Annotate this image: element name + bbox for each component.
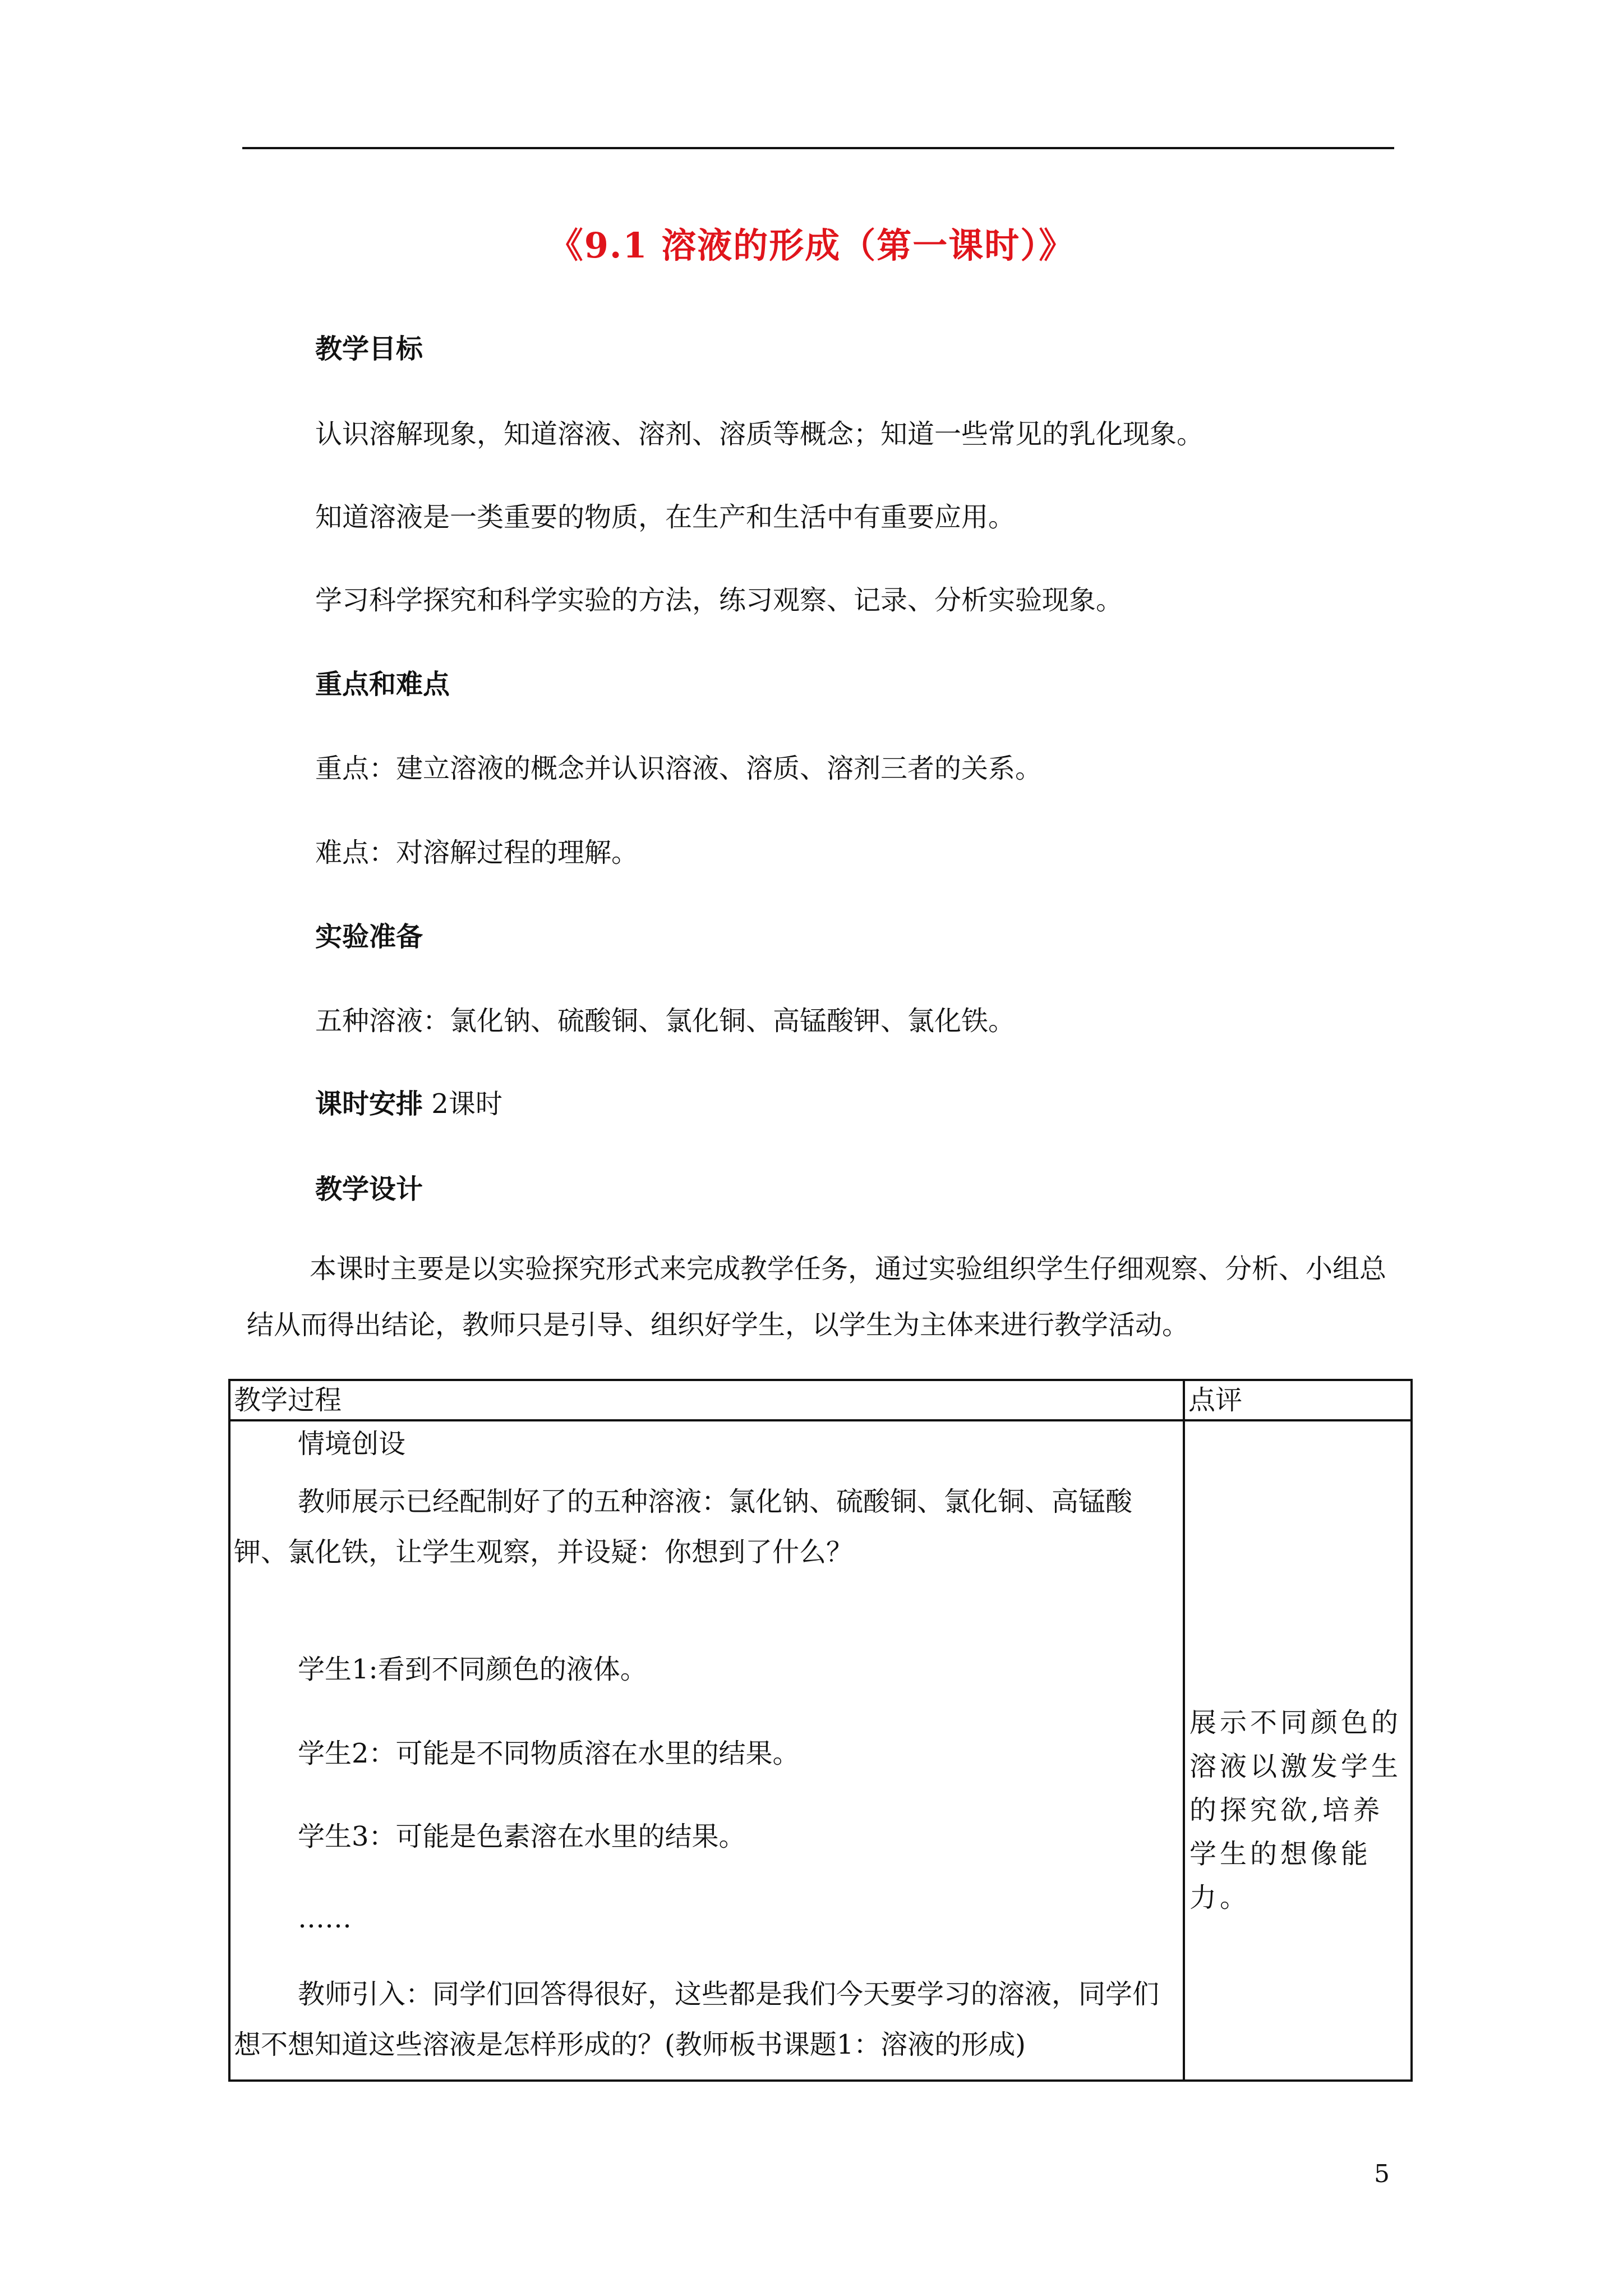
difficulty-text: 难点：对溶解过程的理解。: [315, 837, 639, 868]
teaching-process-table: [228, 1379, 1413, 2082]
comment-cell: [1184, 1420, 1412, 2081]
objective-3: 学习科学探究和科学实验的方法，练习观察、记录、分析实验现象。: [315, 585, 1123, 616]
student-1-text: 学生1:看到不同颜色的液体。: [298, 1654, 647, 1685]
header-rule: [242, 147, 1394, 149]
document-title: 《9.1 溶液的形成（第一课时）》: [548, 225, 1075, 266]
table-header-row: [229, 1380, 1412, 1420]
objectives-heading: 教学目标: [315, 333, 423, 365]
scenario-label: 情境创设: [298, 1428, 406, 1460]
design-text: 本课时主要是以实验探究形式来完成教学任务，通过实验组织学生仔细观察、分析、小组总结从而得出结论，教师只是引导、组织好学生，以学生为主体来进行教学活动。: [247, 1253, 1387, 1341]
teacher-intro-text: 教师引入：同学们回答得很好，这些都是我们今天要学习的溶液，同学们想不想知道这些溶液是怎样形成的？(教师板书课题1：溶液的形成): [234, 1978, 1160, 2060]
objective-1: 认识溶解现象，知道溶液、溶剂、溶质等概念；知道一些常见的乳化现象。: [315, 418, 1204, 450]
schedule-value: 2课时: [431, 1088, 502, 1120]
student-2-text: 学生2：可能是不同物质溶在水里的结果。: [298, 1738, 800, 1769]
header-comment: 点评: [1184, 1380, 1412, 1420]
design-heading: 教学设计: [315, 1174, 423, 1205]
prep-heading: 实验准备: [315, 921, 423, 953]
comment-text: 展示不同颜色的溶液以激发学生的探究欲,培养学生的想像能力。: [1189, 1707, 1402, 1913]
teacher-show-text: 教师展示已经配制好了的五种溶液：氯化钠、硫酸铜、氯化铜、高锰酸钾、氯化铁，让学生观察，并设疑：你想到了什么？: [234, 1486, 1133, 1568]
table-body-row: [229, 1420, 1412, 2081]
keypoint-text: 重点：建立溶液的概念并认识溶液、溶质、溶剂三者的关系。: [315, 753, 1043, 784]
prep-text: 五种溶液：氯化钠、硫酸铜、氯化铜、高锰酸钾、氯化铁。: [315, 1005, 1016, 1037]
objective-2: 知道溶液是一类重要的物质，在生产和生活中有重要应用。: [315, 501, 1016, 533]
schedule-heading: 课时安排: [315, 1088, 423, 1120]
student-3-text: 学生3：可能是色素溶在水里的结果。: [298, 1821, 746, 1852]
page-number: 5: [1374, 2160, 1390, 2188]
keypoints-heading: 重点和难点: [315, 669, 450, 700]
process-cell: [229, 1420, 1184, 2081]
header-process: 教学过程: [229, 1380, 1184, 1420]
schedule-line: [315, 1087, 502, 1121]
design-paragraph: [247, 1241, 1402, 1353]
ellipsis-text: ……: [298, 1903, 352, 1934]
